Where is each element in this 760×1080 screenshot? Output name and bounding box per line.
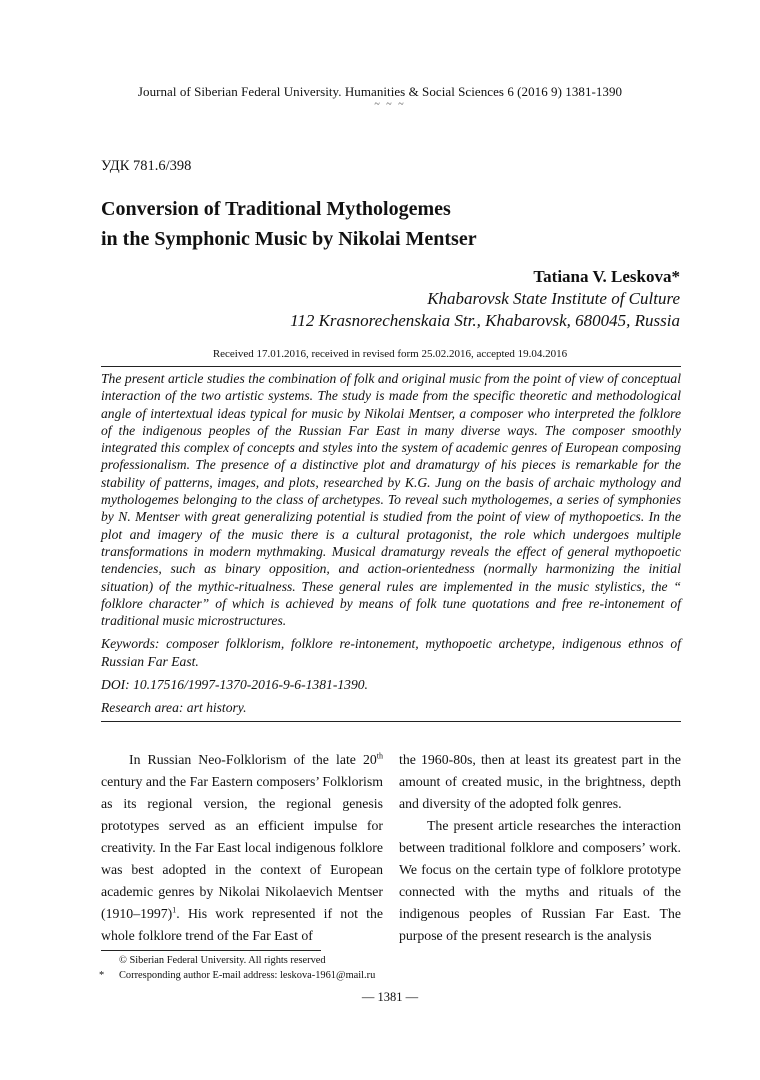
body-paragraph [101, 749, 383, 947]
author-block [290, 266, 680, 332]
body-text: . His work represented if not the whole folklore trend of the Far East of [101, 906, 383, 943]
title-line-2: in the Symphonic Music by Nikolai Mentser [101, 228, 477, 250]
article-title [101, 194, 661, 254]
doi: DOI: 10.17516/1997-1370-2016-9-6-1381-1390. [101, 677, 368, 693]
abstract-text: The present article studies the combination of folk and original music from the point of view of conceptual interaction of the two artistic systems. The study is made from the specific theoretic and methodological angle of intertextual ideas typical for music by Nikolai Mentser, a composer who interpreted the folklore of the indigenous peoples of the Russian Far East in many diverse ways. The composer smoothly integrated this complex of concepts and styles into the system of academic genres of European composing professionalism. The presence of a distinctive plot and dramaturgy of his pieces is remarkable for the stability of patterns, images, and plots, researched by K.G. Jung on the basis of archaic mythology and mythologemes belonging to the class of archetypes. To reveal such mythologemes, a series of symphonies by N. Mentser with great generalizing potential is studied from the point of view of mythopoetics. In the plot and imagery of the music there is a cultural protagonist, the role which undergoes multiple transformations in modern mythmaking. Musical dramaturgy reveals the effect of general mythopoetic tendencies, such as binary opposition, and action-orientedness (normally harmonizing the initial situation) of the mythic-ritualness. These general rules are implemented in the music stylistics, the “ folklore character” of which is achieved by means of folk tune quotations and free re-intonement of traditional music microstructures. [101, 371, 681, 629]
footnote-corresponding [99, 968, 375, 983]
superscript: th [376, 751, 383, 761]
body-paragraph: the 1960-80s, then at least its greatest part in the amount of created music, in the brightness, depth and diversity of the adopted folk genres. [399, 752, 681, 811]
footnote-copyright [99, 953, 375, 968]
body-paragraph: The present article researches the interaction between traditional folklore and composers’ work. We focus on the certain type of folklore prototype connected with the myths and rituals of the indigenous peoples of Russian Far East. The purpose of the present research is the analysis [399, 818, 681, 943]
footnote-text: © Siberian Federal University. All rights reserved [119, 955, 326, 966]
abstract-top-rule [101, 366, 681, 367]
body-text: century and the Far Eastern composers’ Folklorism as its regional version, the regional genesis prototypes served as an efficient impulse for creativity. In the Far East local indigenous folklore was best adopted in the context of European academic genres by Nikolai Nikolaevich Mentser (1910–1997) [101, 774, 383, 921]
author-address: 112 Krasnorechenskaia Str., Khabarovsk, 680045, Russia [290, 311, 680, 330]
abstract-block [101, 370, 681, 723]
title-line-1: Conversion of Traditional Mythologemes [101, 198, 451, 220]
footnotes [99, 953, 375, 983]
research-area: Research area: art history. [101, 700, 247, 716]
body-column-right [399, 749, 681, 947]
footnote-rule [101, 950, 321, 951]
footnote-mark: * [99, 970, 105, 981]
header-ornament: ~ ~ ~ [374, 99, 406, 110]
journal-header: Journal of Siberian Federal University. Humanities & Social Sciences 6 (2016 9) 1381-1390 [137, 84, 623, 99]
author-affiliation: Khabarovsk State Institute of Culture [427, 289, 680, 308]
received-dates: Received 17.01.2016, received in revised form 25.02.2016, accepted 19.04.2016 [212, 348, 568, 360]
footnote-ref: 1 [172, 905, 177, 915]
page-number: — 1381 — [361, 990, 419, 1004]
body-text: In Russian Neo-Folklorism of the late 20 [129, 752, 377, 767]
udk-code: УДК 781.6/398 [101, 158, 192, 174]
keywords: Keywords: composer folklorism, folklore re-intonement, mythopoetic archetype, indigenous ethnos of Russian Far East. [101, 636, 681, 669]
footnote-text: Corresponding author E-mail address: leskova-1961@mail.ru [119, 970, 376, 981]
abstract-bottom-rule [101, 721, 681, 722]
author-name: Tatiana V. Leskova* [533, 267, 680, 286]
body-column-left [101, 749, 383, 947]
